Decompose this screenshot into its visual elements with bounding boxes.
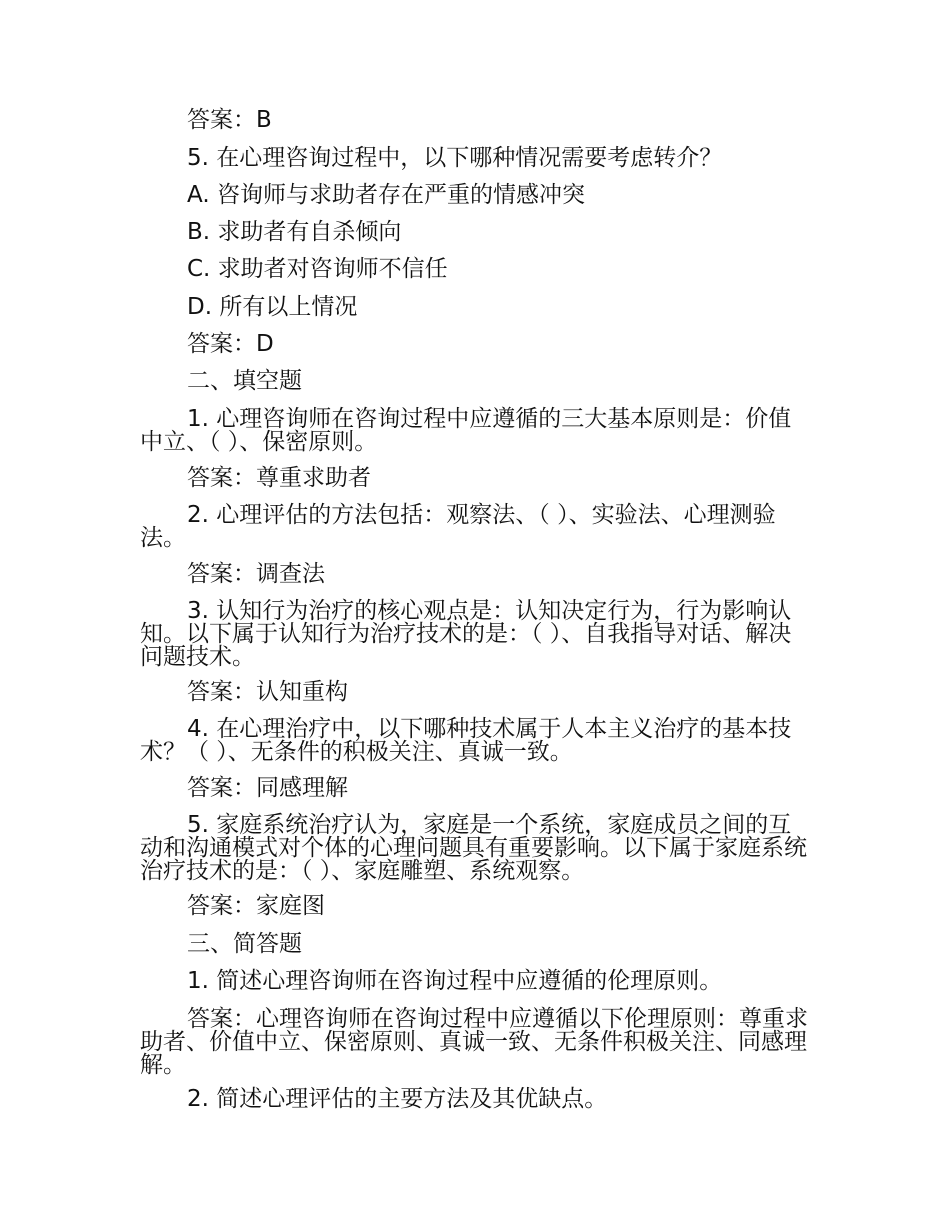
fill-blank-question: 1. 心理咨询师在咨询过程中应遵循的三大基本原则是：价值中立、（ ）、保密原则。 <box>140 406 792 455</box>
question-line: 5. 在心理咨询过程中，以下哪种情况需要考虑转介？ <box>187 145 723 171</box>
option-c: C. 求助者对咨询师不信任 <box>187 256 448 282</box>
answer-line: 答案：家庭图 <box>187 893 325 919</box>
short-answer-answer: 答案：心理咨询师在咨询过程中应遵循以下伦理原则：尊重求助者、价值中立、保密原则、真诚一致、无条件积极关注、同感理解。 <box>140 1006 808 1078</box>
answer-line: 答案：认知重构 <box>187 679 348 705</box>
answer-line: 答案：同感理解 <box>187 775 348 801</box>
answer-line: 答案：D <box>187 331 274 357</box>
answer-line: 答案：调查法 <box>187 561 325 587</box>
short-answer-question: 1. 简述心理咨询师在咨询过程中应遵循的伦理原则。 <box>187 968 723 994</box>
fill-blank-question: 2. 心理评估的方法包括：观察法、（ ）、实验法、心理测验法。 <box>140 502 776 551</box>
fill-blank-question: 4. 在心理治疗中，以下哪种技术属于人本主义治疗的基本技术？（ ）、无条件的积极关注、真诚一致。 <box>140 716 792 765</box>
answer-line: 答案：B <box>187 107 272 133</box>
answer-line: 答案：尊重求助者 <box>187 465 371 491</box>
section-heading: 三、简答题 <box>187 931 302 957</box>
option-d: D. 所有以上情况 <box>187 294 358 320</box>
option-a: A. 咨询师与求助者存在严重的情感冲突 <box>187 182 585 208</box>
fill-blank-question: 5. 家庭系统治疗认为，家庭是一个系统，家庭成员之间的互动和沟通模式对个体的心理问题具有重要影响。以下属于家庭系统治疗技术的是：（ ）、家庭雕塑、系统观察。 <box>140 812 807 884</box>
fill-blank-question: 3. 认知行为治疗的核心观点是：认知决定行为，行为影响认知。以下属于认知行为治疗技术的是：（ ）、自我指导对话、解决问题技术。 <box>140 598 792 670</box>
section-heading: 二、填空题 <box>187 368 302 394</box>
option-b: B. 求助者有自杀倾向 <box>187 219 402 245</box>
short-answer-question: 2. 简述心理评估的主要方法及其优缺点。 <box>187 1086 608 1112</box>
